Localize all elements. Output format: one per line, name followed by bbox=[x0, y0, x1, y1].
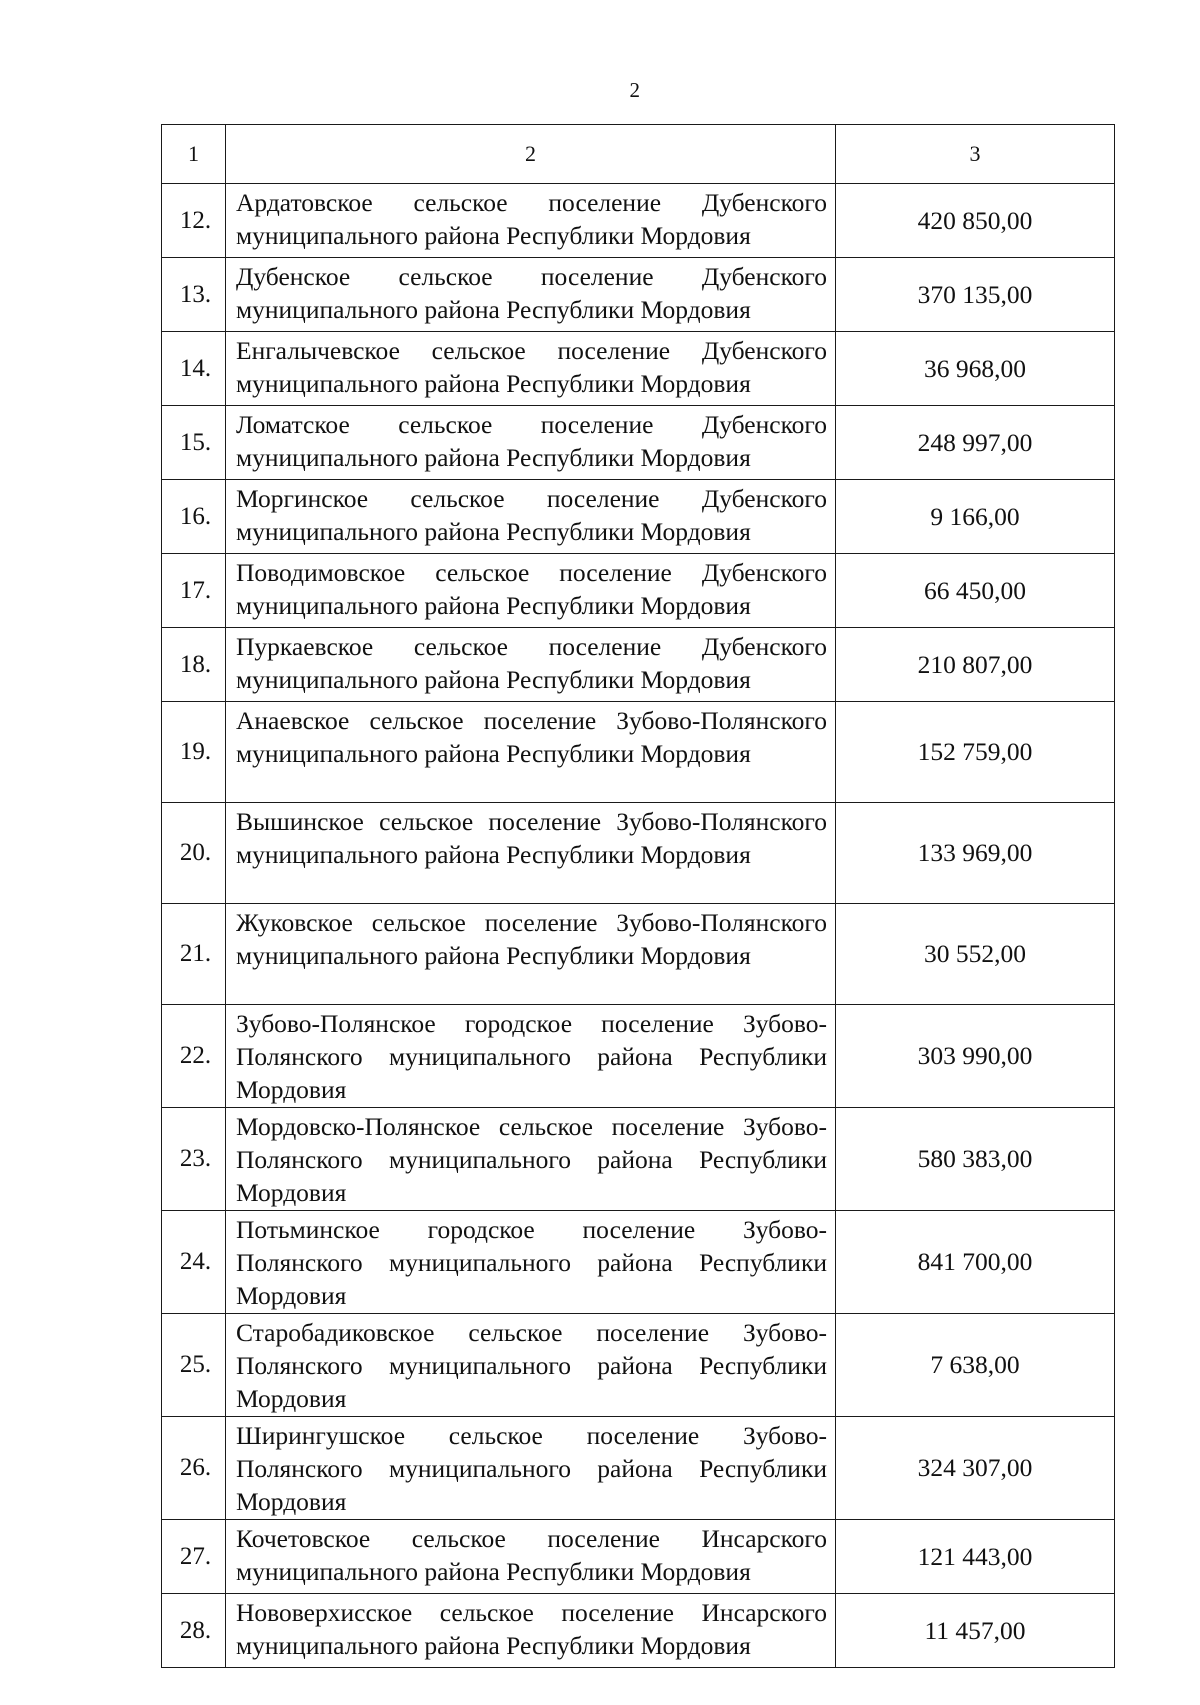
row-number: 22. bbox=[162, 1005, 226, 1108]
amount-value: 420 850,00 bbox=[836, 184, 1115, 258]
settlement-name: Дубенское сельское поселение Дубенского муниципального района Республики Мордовия bbox=[226, 258, 836, 332]
row-number: 23. bbox=[162, 1108, 226, 1211]
table-row bbox=[162, 1314, 1115, 1417]
table-row bbox=[162, 1594, 1115, 1668]
row-number: 16. bbox=[162, 480, 226, 554]
settlement-name: Ардатовское сельское поселение Дубенского муниципального района Республики Мордовия bbox=[226, 184, 836, 258]
table-row bbox=[162, 406, 1115, 480]
row-number: 12. bbox=[162, 184, 226, 258]
amount-value: 11 457,00 bbox=[836, 1594, 1115, 1668]
settlements-table bbox=[161, 124, 1115, 1668]
settlement-name: Моргинское сельское поселение Дубенского муниципального района Республики Мордовия bbox=[226, 480, 836, 554]
row-number: 24. bbox=[162, 1211, 226, 1314]
settlement-name: Вышинское сельское поселение Зубово-Полянского муниципального района Республики Мордовия bbox=[226, 803, 836, 904]
row-number: 25. bbox=[162, 1314, 226, 1417]
row-number: 28. bbox=[162, 1594, 226, 1668]
table-row bbox=[162, 1417, 1115, 1520]
table-row bbox=[162, 554, 1115, 628]
settlement-name: Жуковское сельское поселение Зубово-Полянского муниципального района Республики Мордовия bbox=[226, 904, 836, 1005]
amount-value: 210 807,00 bbox=[836, 628, 1115, 702]
settlement-name: Потьминское городское поселение Зубово-Полянского муниципального района Республики Мордовия bbox=[226, 1211, 836, 1314]
header-col-1: 1 bbox=[162, 125, 226, 184]
header-col-3: 3 bbox=[836, 125, 1115, 184]
settlement-name: Старобадиковское сельское поселение Зубово-Полянского муниципального района Республики Мордовия bbox=[226, 1314, 836, 1417]
settlement-name: Пуркаевское сельское поселение Дубенского муниципального района Республики Мордовия bbox=[226, 628, 836, 702]
row-number: 19. bbox=[162, 702, 226, 803]
amount-value: 152 759,00 bbox=[836, 702, 1115, 803]
table-row bbox=[162, 904, 1115, 1005]
amount-value: 370 135,00 bbox=[836, 258, 1115, 332]
table-row bbox=[162, 702, 1115, 803]
row-number: 27. bbox=[162, 1520, 226, 1594]
page-number: 2 bbox=[629, 78, 641, 102]
amount-value: 7 638,00 bbox=[836, 1314, 1115, 1417]
settlement-name: Енгалычевское сельское поселение Дубенского муниципального района Республики Мордовия bbox=[226, 332, 836, 406]
amount-value: 303 990,00 bbox=[836, 1005, 1115, 1108]
amount-value: 30 552,00 bbox=[836, 904, 1115, 1005]
settlement-name: Кочетовское сельское поселение Инсарского муниципального района Республики Мордовия bbox=[226, 1520, 836, 1594]
settlement-name: Мордовско-Полянское сельское поселение Зубово-Полянского муниципального района Республики Мордовия bbox=[226, 1108, 836, 1211]
row-number: 13. bbox=[162, 258, 226, 332]
row-number: 15. bbox=[162, 406, 226, 480]
settlement-name: Анаевское сельское поселение Зубово-Полянского муниципального района Республики Мордовия bbox=[226, 702, 836, 803]
amount-value: 324 307,00 bbox=[836, 1417, 1115, 1520]
settlement-name: Ломатское сельское поселение Дубенского муниципального района Республики Мордовия bbox=[226, 406, 836, 480]
table-header bbox=[162, 125, 1115, 184]
row-number: 17. bbox=[162, 554, 226, 628]
table-row bbox=[162, 258, 1115, 332]
settlement-name: Зубово-Полянское городское поселение Зубово-Полянского муниципального района Республики Мордовия bbox=[226, 1005, 836, 1108]
amount-value: 9 166,00 bbox=[836, 480, 1115, 554]
row-number: 20. bbox=[162, 803, 226, 904]
table-row bbox=[162, 1520, 1115, 1594]
row-number: 21. bbox=[162, 904, 226, 1005]
row-number: 18. bbox=[162, 628, 226, 702]
header-col-2: 2 bbox=[226, 125, 836, 184]
amount-value: 121 443,00 bbox=[836, 1520, 1115, 1594]
amount-value: 133 969,00 bbox=[836, 803, 1115, 904]
table-row bbox=[162, 332, 1115, 406]
row-number: 14. bbox=[162, 332, 226, 406]
table-row bbox=[162, 628, 1115, 702]
amount-value: 36 968,00 bbox=[836, 332, 1115, 406]
table-body bbox=[162, 184, 1115, 1668]
table-row bbox=[162, 1108, 1115, 1211]
settlement-name: Ширингушское сельское поселение Зубово-Полянского муниципального района Республики Мордовия bbox=[226, 1417, 836, 1520]
table-row bbox=[162, 1005, 1115, 1108]
amount-value: 841 700,00 bbox=[836, 1211, 1115, 1314]
amount-value: 580 383,00 bbox=[836, 1108, 1115, 1211]
table-row bbox=[162, 184, 1115, 258]
amount-value: 66 450,00 bbox=[836, 554, 1115, 628]
row-number: 26. bbox=[162, 1417, 226, 1520]
amount-value: 248 997,00 bbox=[836, 406, 1115, 480]
settlement-name: Поводимовское сельское поселение Дубенского муниципального района Республики Мордовия bbox=[226, 554, 836, 628]
table-row bbox=[162, 480, 1115, 554]
table-row bbox=[162, 1211, 1115, 1314]
settlement-name: Нововерхисское сельское поселение Инсарского муниципального района Республики Мордовия bbox=[226, 1594, 836, 1668]
table-row bbox=[162, 803, 1115, 904]
